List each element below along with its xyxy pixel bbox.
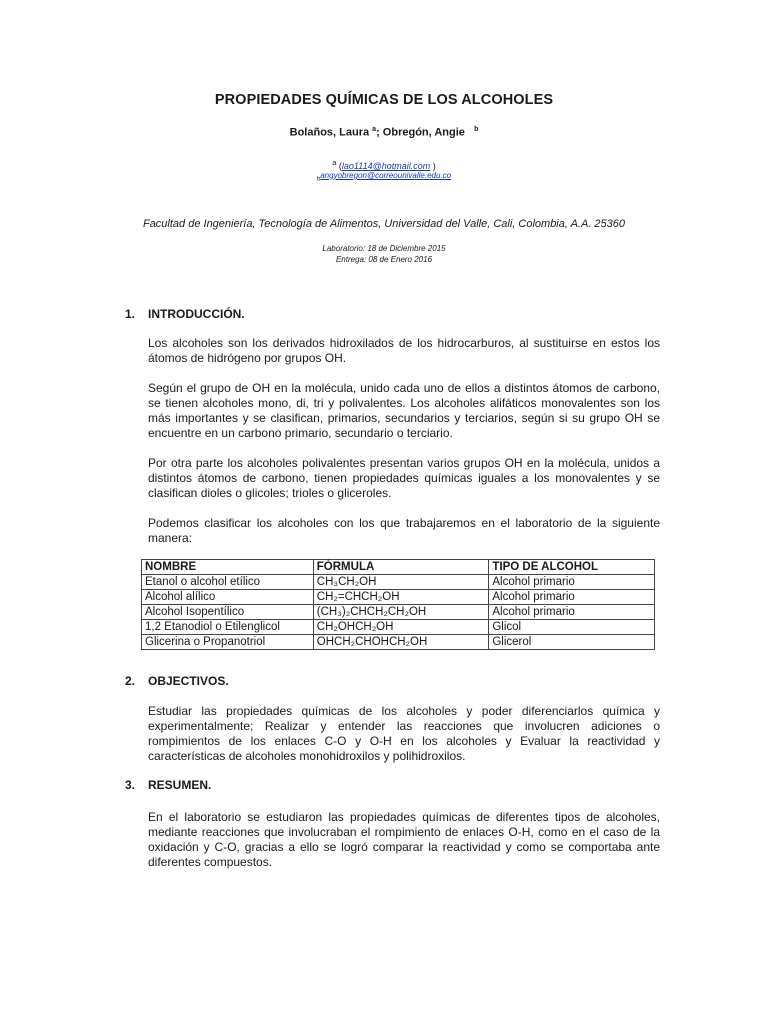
table-cell: Glicerina o Propanotriol [142,635,314,650]
intro-paragraph-3: Por otra parte los alcoholes polivalentes presentan varios grupos OH en la molécula, unidos a distintos átomos de carbono, tienen propiedades químicas iguales a los monovalentes y se clasifican dioles o glicoles; trioles o gliceroles. [148,456,660,500]
authors-line [0,126,768,139]
table-cell: Glicol [489,620,655,635]
table-row [142,605,655,620]
lab-date: Laboratorio: 18 de Diciembre 2015 [322,244,446,253]
table-cell: CH₂=CHCH₂OH [313,590,489,605]
section-number: 2. [125,674,136,688]
document-title: PROPIEDADES QUÍMICAS DE LOS ALCOHOLES [214,92,554,108]
table-cell: CH₂OHCH₂OH [313,620,489,635]
faculty-affiliation: Facultad de Ingeniería, Tecnología de Alimentos, Universidad del Valle, Cali, Colombia, A.A. 25360 [142,218,626,230]
table-row [142,620,655,635]
email-line-2 [0,171,768,183]
author-2: ; Obregón, Angie [376,126,465,139]
section-number: 3. [125,778,136,792]
table-header-cell: TIPO DE ALCOHOL [489,560,655,575]
table-cell: Alcohol primario [489,575,655,590]
intro-paragraph-2: Según el grupo de OH en la molécula, unido cada uno de ellos a distintos átomos de carbono, se tienen alcoholes mono, di, tri y polivalentes. Los alcoholes alifáticos monovalentes son los más importantes y se clasifican, primarios, secundarios y terciarios, según si su grupo OH se encuentre en un carbono primario, secundario o terciario. [148,381,660,440]
table-row [142,635,655,650]
objectives-paragraph: Estudiar las propiedades químicas de los alcoholes y poder diferenciarlos química y experimentalmente; Realizar y entender las reacciones que involucren adiciones o rompimientos de los enlaces C-O y O-H en los alcoholes y Evaluar la reactividad y características de alcoholes monohidroxilos y polihidroxilos. [148,704,660,763]
email-1-close: ) [432,161,436,171]
section-title: OBJECTIVOS. [148,674,229,688]
table-header-row [142,560,655,575]
dates-block [0,243,768,265]
section-heading-introduccion [125,307,245,321]
table-cell: (CH₃)₂CHCH₂CH₂OH [313,605,489,620]
email-2-link[interactable]: angyobregon@correounivalle.edu.co [320,171,452,180]
table-cell: CH₃CH₂OH [313,575,489,590]
table-cell: 1,2 Etanodiol o Etilenglicol [142,620,314,635]
section-title: RESUMEN. [148,778,212,792]
table-cell: Alcohol alílico [142,590,314,605]
section-title: INTRODUCCIÓN. [148,307,245,321]
table-cell: Alcohol Isopentílico [142,605,314,620]
alcohols-table [141,559,655,650]
email-2-marker: b [316,176,321,183]
table-cell: Alcohol primario [489,590,655,605]
email-1-open: ( [338,161,342,171]
section-number: 1. [125,307,136,321]
table-header-cell: NOMBRE [142,560,314,575]
author-2-marker: b [474,126,479,133]
email-1-link[interactable]: lao1114@hotmail.com [341,161,431,171]
table-row [142,575,655,590]
author-1-marker: a [372,126,377,133]
author-1: Bolaños, Laura [289,126,370,139]
table-row [142,590,655,605]
table-cell: OHCH₂CHOHCH₂OH [313,635,489,650]
intro-paragraph-4: Podemos clasificar los alcoholes con los que trabajaremos en el laboratorio de la siguiente manera: [148,516,660,545]
section-heading-objectivos [125,674,229,688]
intro-paragraph-1: Los alcoholes son los derivados hidroxilados de los hidrocarburos, al sustituirse en estos los átomos de hidrógeno por grupos OH. [148,336,660,365]
email-1-marker: a [332,158,337,167]
table-header-cell: FÓRMULA [313,560,489,575]
delivery-date: Entrega: 08 de Enero 2016 [335,255,433,264]
email-line-1 [0,158,768,171]
table-cell: Etanol o alcohol etílico [142,575,314,590]
table-cell: Glicerol [489,635,655,650]
table-cell: Alcohol primario [489,605,655,620]
summary-paragraph: En el laboratorio se estudiaron las propiedades químicas de diferentes tipos de alcoholes, mediante reacciones que involucraban el rompimiento de enlaces O-H, como en el caso de la oxidación y C-O, gracias a ello se logró comparar la reactividad y como se comportaba ante diferentes compuestos. [148,810,660,869]
section-heading-resumen [125,778,211,792]
